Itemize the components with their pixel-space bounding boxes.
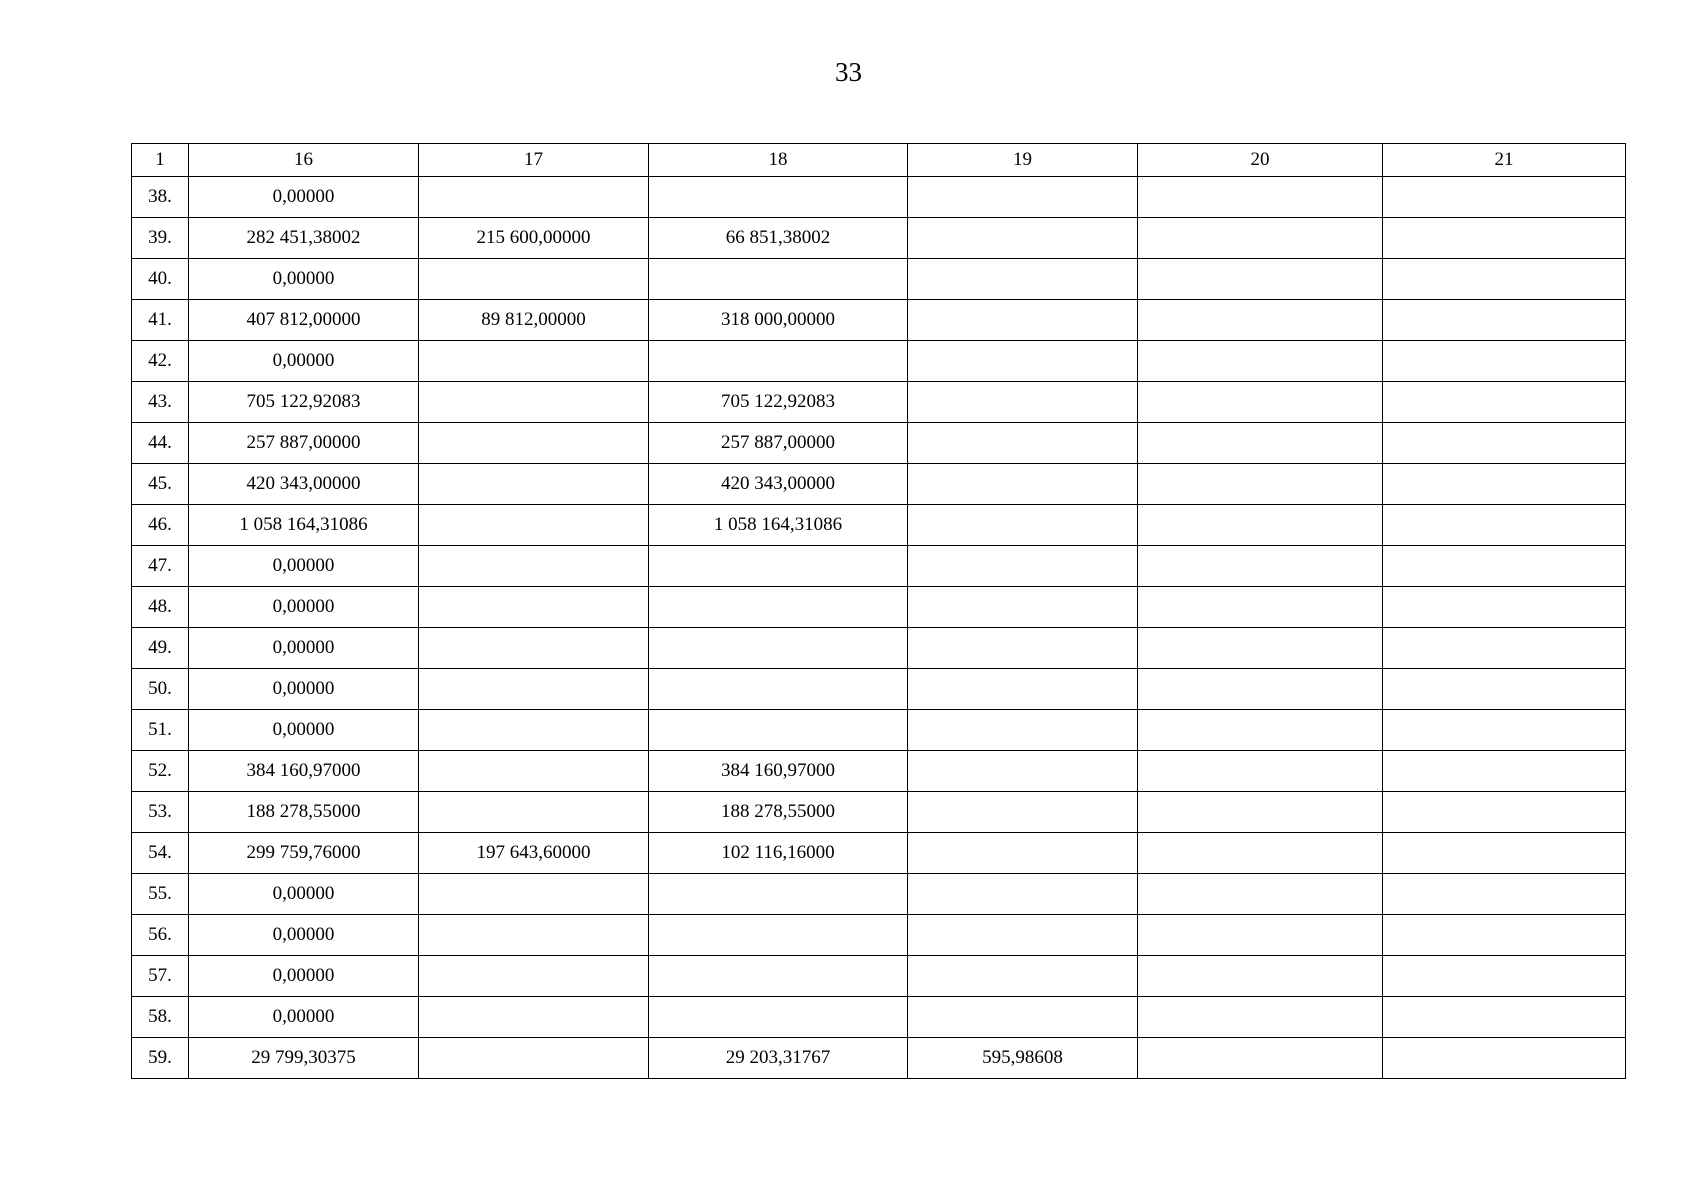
table-cell: 595,98608 bbox=[908, 1038, 1138, 1079]
table-cell bbox=[1138, 464, 1383, 505]
header-cell: 19 bbox=[908, 144, 1138, 177]
table-cell bbox=[1383, 833, 1626, 874]
table-cell bbox=[419, 423, 649, 464]
table-cell bbox=[419, 341, 649, 382]
table-cell: 0,00000 bbox=[189, 956, 419, 997]
table-cell bbox=[1138, 956, 1383, 997]
table-cell: 0,00000 bbox=[189, 997, 419, 1038]
table-cell bbox=[649, 628, 908, 669]
table-cell bbox=[649, 710, 908, 751]
table-row bbox=[132, 710, 1626, 751]
table-cell: 29 799,30375 bbox=[189, 1038, 419, 1079]
table-cell bbox=[649, 341, 908, 382]
table-cell bbox=[1138, 792, 1383, 833]
table-cell bbox=[419, 628, 649, 669]
table-cell bbox=[1383, 218, 1626, 259]
table-cell: 0,00000 bbox=[189, 628, 419, 669]
table-cell bbox=[1383, 587, 1626, 628]
table-cell bbox=[419, 792, 649, 833]
table-cell bbox=[649, 587, 908, 628]
table-cell bbox=[908, 710, 1138, 751]
row-number-cell: 52. bbox=[132, 751, 189, 792]
row-number-cell: 40. bbox=[132, 259, 189, 300]
table-cell bbox=[908, 833, 1138, 874]
table-cell: 420 343,00000 bbox=[649, 464, 908, 505]
table-cell bbox=[1138, 423, 1383, 464]
table-cell bbox=[1383, 669, 1626, 710]
table-cell bbox=[1138, 177, 1383, 218]
table-row bbox=[132, 218, 1626, 259]
table-cell bbox=[1383, 710, 1626, 751]
row-number-cell: 56. bbox=[132, 915, 189, 956]
table-cell bbox=[1383, 341, 1626, 382]
table-cell bbox=[908, 218, 1138, 259]
row-number-cell: 48. bbox=[132, 587, 189, 628]
table-cell bbox=[908, 382, 1138, 423]
table-body bbox=[132, 144, 1626, 1079]
table-cell: 0,00000 bbox=[189, 587, 419, 628]
table-cell: 0,00000 bbox=[189, 710, 419, 751]
table-cell: 0,00000 bbox=[189, 259, 419, 300]
table-row bbox=[132, 792, 1626, 833]
table-cell: 420 343,00000 bbox=[189, 464, 419, 505]
table-cell bbox=[1138, 710, 1383, 751]
table-row bbox=[132, 382, 1626, 423]
table-row bbox=[132, 464, 1626, 505]
row-number-cell: 38. bbox=[132, 177, 189, 218]
table-cell bbox=[1138, 587, 1383, 628]
table-row bbox=[132, 874, 1626, 915]
table-cell bbox=[908, 751, 1138, 792]
table-cell bbox=[419, 587, 649, 628]
table-cell bbox=[649, 956, 908, 997]
table-cell: 407 812,00000 bbox=[189, 300, 419, 341]
table-cell: 0,00000 bbox=[189, 546, 419, 587]
table-cell bbox=[1383, 382, 1626, 423]
table-cell: 0,00000 bbox=[189, 915, 419, 956]
table-cell bbox=[908, 341, 1138, 382]
table-row bbox=[132, 628, 1626, 669]
table-cell: 1 058 164,31086 bbox=[649, 505, 908, 546]
header-cell: 18 bbox=[649, 144, 908, 177]
table-cell bbox=[1383, 546, 1626, 587]
table-row bbox=[132, 423, 1626, 464]
table-cell: 257 887,00000 bbox=[649, 423, 908, 464]
table-cell bbox=[908, 259, 1138, 300]
row-number-cell: 55. bbox=[132, 874, 189, 915]
table-cell bbox=[419, 710, 649, 751]
table-cell: 384 160,97000 bbox=[189, 751, 419, 792]
table-cell bbox=[1383, 751, 1626, 792]
row-number-cell: 51. bbox=[132, 710, 189, 751]
table-cell bbox=[1138, 669, 1383, 710]
table-cell bbox=[1138, 382, 1383, 423]
table-cell bbox=[1383, 792, 1626, 833]
table-cell bbox=[649, 546, 908, 587]
table-cell bbox=[1138, 259, 1383, 300]
row-number-cell: 42. bbox=[132, 341, 189, 382]
table-cell bbox=[1138, 751, 1383, 792]
table-cell bbox=[1138, 341, 1383, 382]
row-number-cell: 59. bbox=[132, 1038, 189, 1079]
table-cell bbox=[908, 669, 1138, 710]
row-number-cell: 54. bbox=[132, 833, 189, 874]
row-number-cell: 58. bbox=[132, 997, 189, 1038]
table-cell bbox=[419, 505, 649, 546]
table-cell bbox=[1383, 628, 1626, 669]
row-number-cell: 47. bbox=[132, 546, 189, 587]
table-header-row bbox=[132, 144, 1626, 177]
table-cell bbox=[908, 423, 1138, 464]
table-cell bbox=[908, 587, 1138, 628]
table-cell: 0,00000 bbox=[189, 874, 419, 915]
table-row bbox=[132, 300, 1626, 341]
table-cell: 102 116,16000 bbox=[649, 833, 908, 874]
table-cell: 318 000,00000 bbox=[649, 300, 908, 341]
table-cell: 188 278,55000 bbox=[189, 792, 419, 833]
table-cell bbox=[419, 997, 649, 1038]
table-cell bbox=[1383, 300, 1626, 341]
table-cell bbox=[1383, 259, 1626, 300]
row-number-cell: 53. bbox=[132, 792, 189, 833]
table-row bbox=[132, 177, 1626, 218]
table-cell bbox=[649, 997, 908, 1038]
row-number-cell: 57. bbox=[132, 956, 189, 997]
header-cell: 21 bbox=[1383, 144, 1626, 177]
table-row bbox=[132, 259, 1626, 300]
table-row bbox=[132, 587, 1626, 628]
table-cell bbox=[419, 874, 649, 915]
table-cell bbox=[419, 546, 649, 587]
table-cell: 197 643,60000 bbox=[419, 833, 649, 874]
table-row bbox=[132, 341, 1626, 382]
table-cell bbox=[1138, 833, 1383, 874]
table-cell bbox=[1138, 915, 1383, 956]
header-cell: 20 bbox=[1138, 144, 1383, 177]
table-cell: 257 887,00000 bbox=[189, 423, 419, 464]
table-cell bbox=[908, 628, 1138, 669]
table-cell bbox=[1138, 1038, 1383, 1079]
table-cell bbox=[419, 915, 649, 956]
table-cell: 705 122,92083 bbox=[189, 382, 419, 423]
table-cell bbox=[1138, 546, 1383, 587]
row-number-cell: 45. bbox=[132, 464, 189, 505]
table-cell bbox=[1138, 218, 1383, 259]
table-cell: 89 812,00000 bbox=[419, 300, 649, 341]
table-cell bbox=[1383, 997, 1626, 1038]
table-row bbox=[132, 546, 1626, 587]
table-cell bbox=[419, 956, 649, 997]
table-cell: 29 203,31767 bbox=[649, 1038, 908, 1079]
header-cell: 1 bbox=[132, 144, 189, 177]
table-cell bbox=[908, 915, 1138, 956]
table-row bbox=[132, 669, 1626, 710]
table-cell bbox=[1383, 505, 1626, 546]
table-cell bbox=[1383, 423, 1626, 464]
table-cell: 299 759,76000 bbox=[189, 833, 419, 874]
table-cell bbox=[419, 1038, 649, 1079]
table-cell bbox=[419, 669, 649, 710]
table-cell bbox=[419, 464, 649, 505]
table-cell bbox=[1383, 1038, 1626, 1079]
table-cell: 188 278,55000 bbox=[649, 792, 908, 833]
header-cell: 17 bbox=[419, 144, 649, 177]
table-cell bbox=[649, 259, 908, 300]
row-number-cell: 43. bbox=[132, 382, 189, 423]
table-cell bbox=[1383, 956, 1626, 997]
table-cell: 0,00000 bbox=[189, 177, 419, 218]
table-cell: 66 851,38002 bbox=[649, 218, 908, 259]
table-cell bbox=[1138, 505, 1383, 546]
row-number-cell: 46. bbox=[132, 505, 189, 546]
table-cell bbox=[908, 956, 1138, 997]
table-cell: 215 600,00000 bbox=[419, 218, 649, 259]
table-cell: 384 160,97000 bbox=[649, 751, 908, 792]
table-cell bbox=[1138, 997, 1383, 1038]
table-cell bbox=[1138, 300, 1383, 341]
table-row bbox=[132, 751, 1626, 792]
header-cell: 16 bbox=[189, 144, 419, 177]
table-cell bbox=[908, 997, 1138, 1038]
data-table bbox=[131, 143, 1626, 1079]
table-cell bbox=[649, 874, 908, 915]
table-cell bbox=[419, 259, 649, 300]
table-cell bbox=[908, 464, 1138, 505]
table-row bbox=[132, 997, 1626, 1038]
table-row bbox=[132, 833, 1626, 874]
table-cell bbox=[649, 669, 908, 710]
row-number-cell: 39. bbox=[132, 218, 189, 259]
table-cell bbox=[1138, 874, 1383, 915]
table-row bbox=[132, 505, 1626, 546]
table-cell bbox=[1383, 464, 1626, 505]
table-cell bbox=[908, 505, 1138, 546]
table-cell bbox=[1383, 874, 1626, 915]
table-cell bbox=[1383, 177, 1626, 218]
table-cell bbox=[419, 751, 649, 792]
table-cell bbox=[908, 177, 1138, 218]
table-row bbox=[132, 915, 1626, 956]
table-cell: 1 058 164,31086 bbox=[189, 505, 419, 546]
page-number: 33 bbox=[835, 57, 862, 87]
table-cell bbox=[908, 300, 1138, 341]
table-cell bbox=[649, 177, 908, 218]
table-row bbox=[132, 956, 1626, 997]
row-number-cell: 50. bbox=[132, 669, 189, 710]
table-row bbox=[132, 1038, 1626, 1079]
row-number-cell: 44. bbox=[132, 423, 189, 464]
row-number-cell: 41. bbox=[132, 300, 189, 341]
table-cell: 0,00000 bbox=[189, 669, 419, 710]
table-cell bbox=[1138, 628, 1383, 669]
table-cell bbox=[908, 792, 1138, 833]
table-cell bbox=[908, 874, 1138, 915]
table-cell: 0,00000 bbox=[189, 341, 419, 382]
table-cell bbox=[419, 177, 649, 218]
table-cell: 705 122,92083 bbox=[649, 382, 908, 423]
table-cell bbox=[419, 382, 649, 423]
row-number-cell: 49. bbox=[132, 628, 189, 669]
table-cell bbox=[1383, 915, 1626, 956]
table-cell bbox=[908, 546, 1138, 587]
table-cell: 282 451,38002 bbox=[189, 218, 419, 259]
table-cell bbox=[649, 915, 908, 956]
